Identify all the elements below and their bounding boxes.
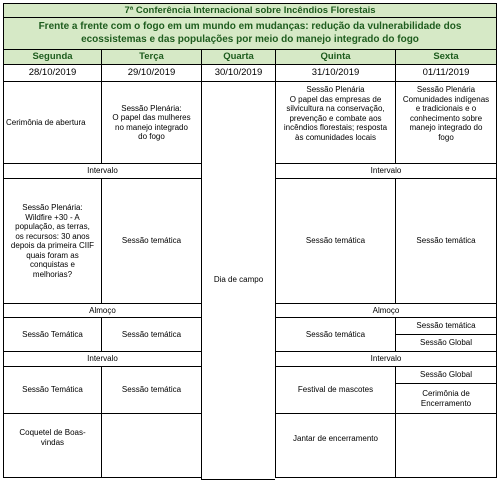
session-thursday-plenary: Sessão Plenária O papel das empresas de silvicultura na conservação, prevenção e combate aos incêndios florestais; resposta às comunidades locais: [275, 81, 395, 163]
session-tuesday-empty: [101, 413, 201, 478]
schedule-table: [3, 3, 497, 477]
date-tuesday: 29/10/2019: [101, 64, 201, 81]
session-thursday-closing-dinner: Jantar de encerramento: [275, 413, 395, 478]
break-2-left: Intervalo: [3, 351, 201, 366]
session-thursday-thematic-1: Sessão temática: [275, 178, 395, 303]
session-friday-thematic-1: Sessão temática: [395, 178, 497, 303]
conference-title: 7ª Conferência Internacional sobre Incêndios Florestais: [3, 3, 497, 17]
header-tuesday: Terça: [101, 49, 201, 64]
session-friday-global-2: Sessão Global: [395, 366, 497, 383]
date-wednesday: 30/10/2019: [201, 64, 275, 81]
break-2-right: Intervalo: [275, 351, 497, 366]
conference-subtitle: Frente a frente com o fogo em um mundo em mudanças: redução da vulnerabilidade dos ecossistemas e das populações por meio do manejo integrado do fogo: [3, 17, 497, 49]
session-tuesday-thematic-2: Sessão temática: [101, 317, 201, 351]
session-friday-thematic-2: Sessão temática: [395, 317, 497, 334]
session-thursday-mascot-festival: Festival de mascotes: [275, 366, 395, 413]
header-monday: Segunda: [3, 49, 101, 64]
date-thursday: 31/10/2019: [275, 64, 395, 81]
session-monday-thematic-2: Sessão Temática: [3, 366, 101, 413]
session-monday-plenary-wildfire: Sessão Plenária: Wildfire +30 - A população, as terras, os recursos: 30 anos depois da primeira CIIF quais foram as conquistas e melhorias?: [3, 178, 101, 303]
lunch-right: Almoço: [275, 303, 497, 317]
lunch-left: Almoço: [3, 303, 201, 317]
session-friday-empty: [395, 413, 497, 478]
date-monday: 28/10/2019: [3, 64, 101, 81]
header-wednesday: Quarta: [201, 49, 275, 64]
session-tuesday-plenary: Sessão Plenária: O papel das mulheres no manejo integrado do fogo: [101, 81, 201, 163]
session-friday-global-1: Sessão Global: [395, 334, 497, 351]
session-tuesday-thematic-1: Sessão temática: [101, 178, 201, 303]
session-wednesday-field-day: Dia de campo: [201, 81, 275, 478]
session-friday-closing-ceremony: Cerimônia de Encerramento: [395, 383, 497, 413]
header-friday: Sexta: [395, 49, 497, 64]
header-thursday: Quinta: [275, 49, 395, 64]
session-thursday-thematic-2: Sessão temática: [275, 317, 395, 351]
break-1-left: Intervalo: [3, 163, 201, 178]
break-1-right: Intervalo: [275, 163, 497, 178]
session-monday-welcome-cocktail: Coquetel de Boas- vindas: [3, 413, 101, 478]
session-friday-plenary: Sessão Plenária Comunidades indígenas e tradicionais e o conhecimento sobre manejo integrado do fogo: [395, 81, 497, 163]
session-monday-thematic-1: Sessão Temática: [3, 317, 101, 351]
session-tuesday-thematic-3: Sessão temática: [101, 366, 201, 413]
date-friday: 01/11/2019: [395, 64, 497, 81]
session-monday-opening: Cerimônia de abertura: [3, 81, 101, 163]
